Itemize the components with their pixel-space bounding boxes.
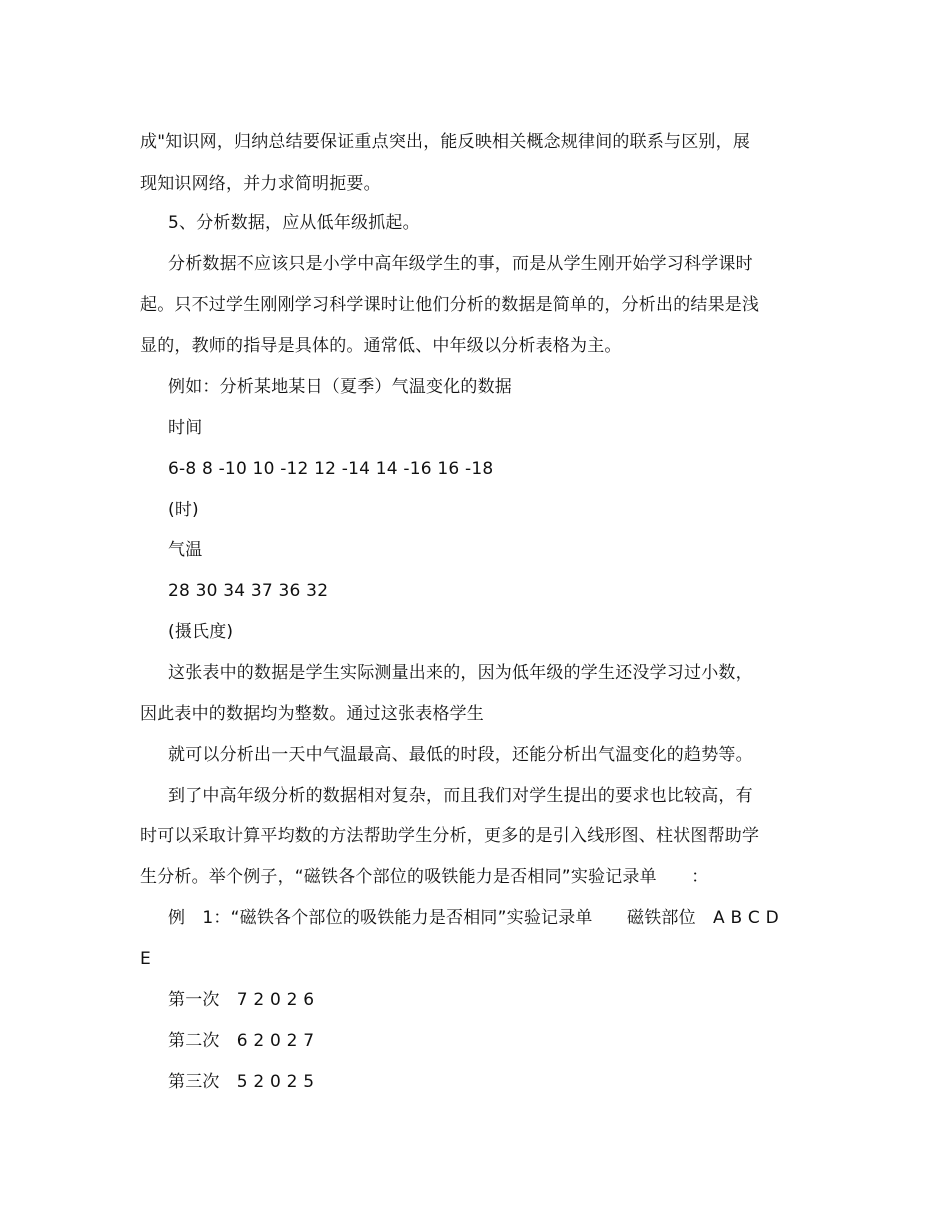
example-table-header: 例 1：“磁铁各个部位的吸铁能力是否相同”实验记录单 磁铁部位 A B C D: [168, 908, 779, 928]
paragraph-line: 就可以分析出一天中气温最高、最低的时段，还能分析出气温变化的趋势等。: [168, 745, 753, 765]
section-heading: 5、分析数据，应从低年级抓起。: [168, 213, 420, 233]
paragraph-line: 生分析。举个例子，“磁铁各个部位的吸铁能力是否相同”实验记录单 ：: [140, 867, 709, 887]
paragraph-line: 起。只不过学生刚刚学习科学课时让他们分析的数据是简单的，分析出的结果是浅: [140, 295, 760, 315]
paragraph-line: 分析数据不应该只是小学中高年级学生的事，而是从学生刚开始学习科学课时: [168, 254, 753, 274]
paragraph-line: 时可以采取计算平均数的方法帮助学生分析，更多的是引入线形图、柱状图帮助学: [140, 826, 760, 846]
example-line: 例如：分析某地某日（夏季）气温变化的数据: [168, 377, 512, 397]
paragraph-line: 成"知识网，归纳总结要保证重点突出，能反映相关概念规律间的联系与区别，展: [140, 132, 751, 152]
paragraph-line: 显的，教师的指导是具体的。通常低、中年级以分析表格为主。: [140, 336, 622, 356]
table-row-second-trial: 第二次 6 2 0 2 7: [168, 1031, 315, 1051]
paragraph-line: 到了中高年级分析的数据相对复杂，而且我们对学生提出的要求也比较高，有: [168, 786, 753, 806]
table-unit-celsius: (摄氏度): [168, 622, 234, 642]
paragraph-line: 因此表中的数据均为整数。通过这张表格学生: [140, 704, 484, 724]
table-label-time: 时间: [168, 418, 203, 438]
table-row-third-trial: 第三次 5 2 0 2 5: [168, 1072, 315, 1092]
table-unit-hours: (时): [168, 500, 199, 520]
table-row-temperature-values: 28 30 34 37 36 32: [168, 581, 329, 601]
table-row-time-values: 6-8 8 -10 10 -12 12 -14 14 -16 16 -18: [168, 459, 494, 479]
table-row-first-trial: 第一次 7 2 0 2 6: [168, 990, 315, 1010]
example-table-header-continued: E: [140, 949, 151, 969]
paragraph-line: 现知识网络，并力求简明扼要。: [140, 174, 381, 194]
table-label-temperature: 气温: [168, 540, 203, 560]
paragraph-line: 这张表中的数据是学生实际测量出来的，因为低年级的学生还没学习过小数，: [168, 663, 753, 683]
